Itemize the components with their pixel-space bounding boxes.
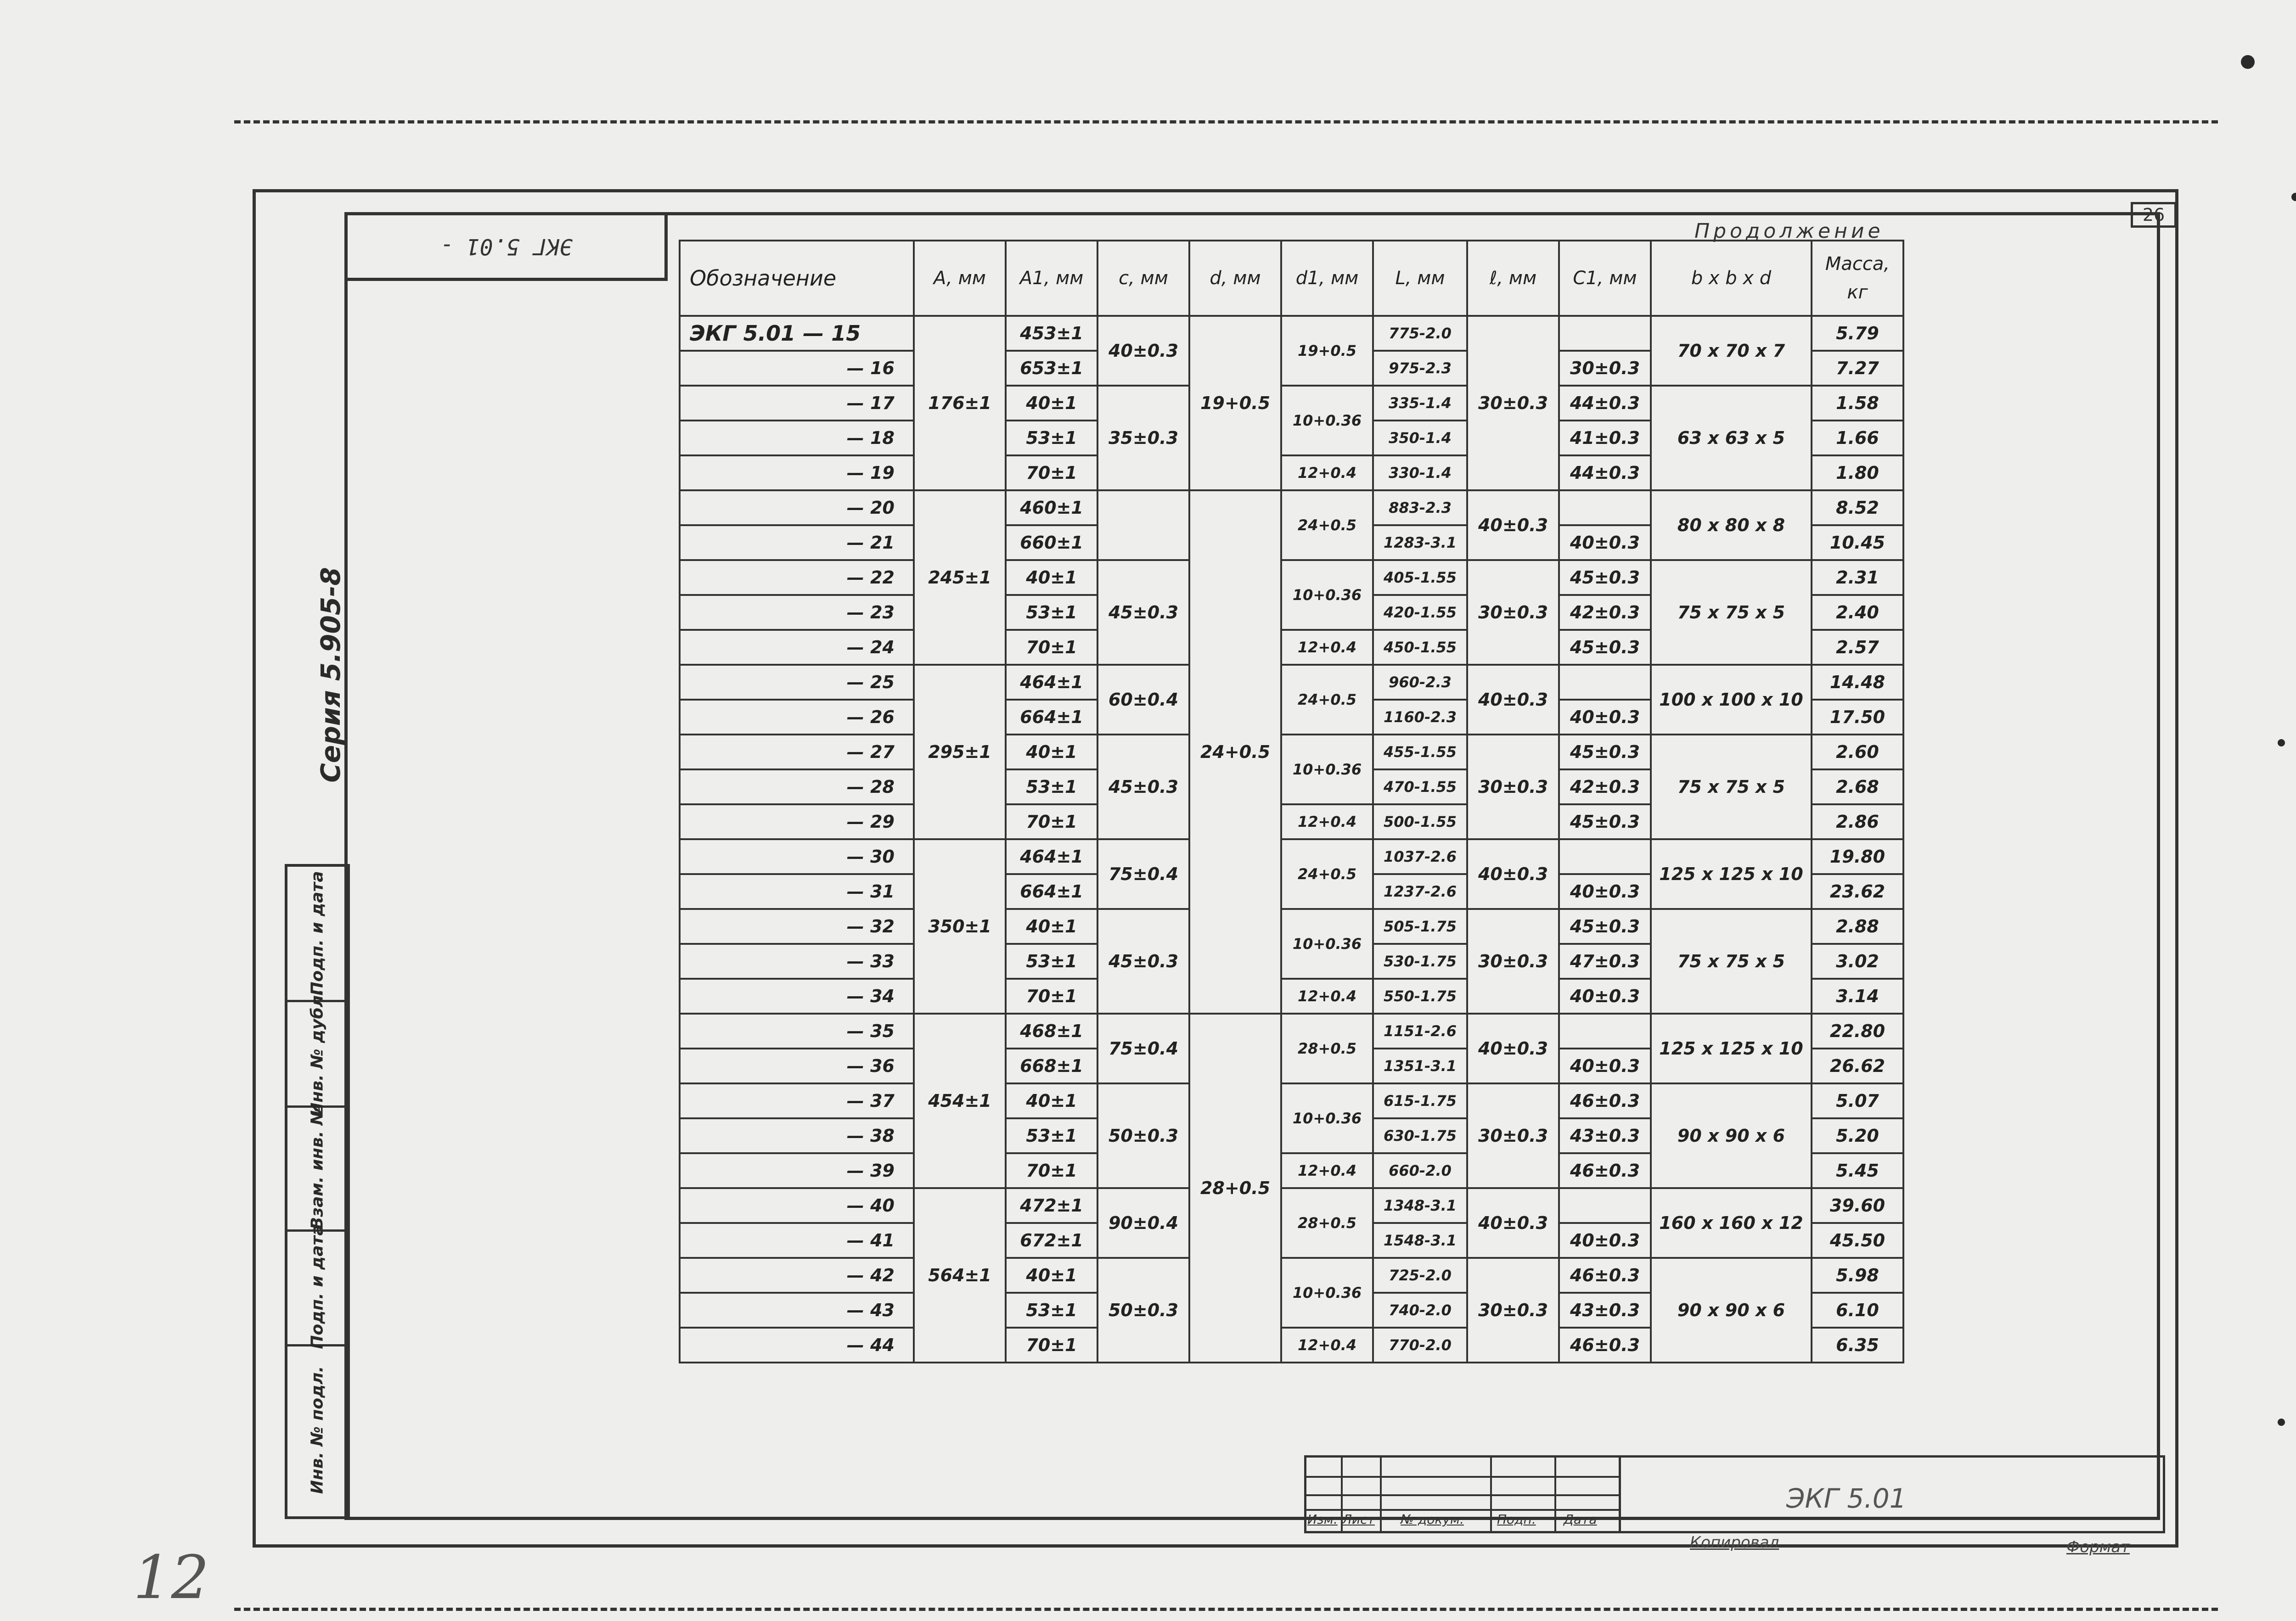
cell-a1: 53±1	[1006, 595, 1097, 630]
cell-mass: 2.57	[1812, 630, 1903, 665]
table-row	[680, 1014, 1903, 1049]
continuation-label: Продолжение	[1694, 219, 1884, 243]
cell-l: 30±0.3	[1467, 560, 1559, 665]
cell-a1: 464±1	[1006, 839, 1097, 874]
cell-mass: 10.45	[1812, 525, 1903, 560]
cell-profile: 125 x 125 x 10	[1651, 1014, 1812, 1083]
cell-c1	[1559, 839, 1651, 874]
table-row	[680, 560, 1903, 595]
cell-length: 630-1.75	[1373, 1118, 1467, 1153]
cell-designation: — 33	[680, 944, 914, 979]
cell-a1: 664±1	[1006, 700, 1097, 735]
cell-length: 1151-2.6	[1373, 1014, 1467, 1049]
side-label-replace-inv: Взам. инв. №	[308, 1105, 327, 1230]
cell-designation: — 19	[680, 455, 914, 490]
cell-c1: 30±0.3	[1559, 351, 1651, 386]
cell-l: 30±0.3	[1467, 1083, 1559, 1188]
cell-a1: 468±1	[1006, 1014, 1097, 1049]
cell-mass: 39.60	[1812, 1188, 1903, 1223]
cell-a1: 672±1	[1006, 1223, 1097, 1258]
cell-d1: 10+0.36	[1281, 386, 1373, 455]
handwritten-number: 12	[133, 1542, 209, 1612]
cell-c1: 41±0.3	[1559, 421, 1651, 455]
cell-l: 40±0.3	[1467, 1188, 1559, 1258]
cell-mass: 17.50	[1812, 700, 1903, 735]
cell-mass: 6.35	[1812, 1328, 1903, 1363]
scan-speck	[2291, 193, 2296, 201]
cell-c1: 45±0.3	[1559, 560, 1651, 595]
cell-l: 40±0.3	[1467, 1014, 1559, 1083]
cell-length: 530-1.75	[1373, 944, 1467, 979]
cell-c1: 45±0.3	[1559, 735, 1651, 769]
header-mass: Масса, кг	[1812, 241, 1903, 316]
cell-c1: 40±0.3	[1559, 700, 1651, 735]
cell-a: 454±1	[914, 1014, 1006, 1188]
cell-a1: 472±1	[1006, 1188, 1097, 1223]
side-label-sign-date-1: Подп. и дата	[308, 871, 327, 996]
cell-d1: 10+0.36	[1281, 1258, 1373, 1328]
cell-a1: 464±1	[1006, 665, 1097, 700]
cell-c: 90±0.4	[1097, 1188, 1189, 1258]
title-block-code: ЭКГ 5.01	[1786, 1483, 1907, 1514]
cell-designation: — 41	[680, 1223, 914, 1258]
cell-d1: 24+0.5	[1281, 839, 1373, 909]
series-label: Серия 5.905-8	[315, 567, 346, 783]
cell-designation: — 20	[680, 490, 914, 525]
cell-d1: 28+0.5	[1281, 1188, 1373, 1258]
cell-c1: 44±0.3	[1559, 386, 1651, 421]
header-l-small: ℓ, мм	[1467, 241, 1559, 316]
cell-designation: — 18	[680, 421, 914, 455]
cell-d: 24+0.5	[1189, 490, 1281, 1014]
cell-d1: 12+0.4	[1281, 1153, 1373, 1188]
page-number: 26	[2131, 202, 2177, 228]
cell-c: 75±0.4	[1097, 1014, 1189, 1083]
cell-c: 45±0.3	[1097, 909, 1189, 1014]
cell-length: 770-2.0	[1373, 1328, 1467, 1363]
cell-profile: 90 x 90 x 6	[1651, 1258, 1812, 1363]
cell-d1: 12+0.4	[1281, 804, 1373, 839]
cell-profile: 160 x 160 x 12	[1651, 1188, 1812, 1258]
cell-a1: 653±1	[1006, 351, 1097, 386]
scan-speck	[2241, 55, 2255, 69]
cell-a1: 40±1	[1006, 560, 1097, 595]
cell-mass: 5.45	[1812, 1153, 1903, 1188]
cell-designation: ЭКГ 5.01 — 15	[680, 316, 914, 351]
cell-designation: — 44	[680, 1328, 914, 1363]
header-a: A, мм	[914, 241, 1006, 316]
top-left-stamp	[344, 212, 668, 281]
cell-designation: — 22	[680, 560, 914, 595]
tb-label-doc-no: № докум.	[1401, 1512, 1464, 1527]
cell-d1: 10+0.36	[1281, 735, 1373, 804]
cell-a: 564±1	[914, 1188, 1006, 1363]
cell-length: 725-2.0	[1373, 1258, 1467, 1293]
cell-designation: — 34	[680, 979, 914, 1014]
cell-c1: 46±0.3	[1559, 1258, 1651, 1293]
cell-c1: 43±0.3	[1559, 1118, 1651, 1153]
cell-mass: 45.50	[1812, 1223, 1903, 1258]
cell-mass: 1.58	[1812, 386, 1903, 421]
cell-d: 28+0.5	[1189, 1014, 1281, 1363]
cell-designation: — 31	[680, 874, 914, 909]
scan-speck	[2278, 1419, 2285, 1426]
table-row	[680, 1188, 1903, 1223]
cell-l: 30±0.3	[1467, 316, 1559, 490]
cell-a1: 660±1	[1006, 525, 1097, 560]
cell-d1: 10+0.36	[1281, 1083, 1373, 1153]
cell-a1: 53±1	[1006, 944, 1097, 979]
cell-a1: 70±1	[1006, 979, 1097, 1014]
tb-label-sign: Подп.	[1497, 1512, 1536, 1527]
cell-profile: 70 x 70 x 7	[1651, 316, 1812, 386]
header-c1: C1, мм	[1559, 241, 1651, 316]
cell-a1: 40±1	[1006, 1083, 1097, 1118]
cell-designation: — 17	[680, 386, 914, 421]
cell-a1: 40±1	[1006, 735, 1097, 769]
cell-c1: 42±0.3	[1559, 769, 1651, 804]
header-l: L, мм	[1373, 241, 1467, 316]
cell-a1: 70±1	[1006, 804, 1097, 839]
header-a1: A1, мм	[1006, 241, 1097, 316]
header-d: d, мм	[1189, 241, 1281, 316]
title-block-grid	[1304, 1455, 1621, 1533]
cell-a1: 53±1	[1006, 769, 1097, 804]
header-c: c, мм	[1097, 241, 1189, 316]
cell-a1: 668±1	[1006, 1049, 1097, 1083]
cell-c1	[1559, 1014, 1651, 1049]
cell-designation: — 21	[680, 525, 914, 560]
cell-a: 350±1	[914, 839, 1006, 1014]
spec-table-body	[680, 316, 1903, 1363]
cell-mass: 23.62	[1812, 874, 1903, 909]
cell-c1: 42±0.3	[1559, 595, 1651, 630]
scan-speck	[2278, 739, 2285, 746]
cell-c1: 46±0.3	[1559, 1153, 1651, 1188]
cell-c1: 46±0.3	[1559, 1328, 1651, 1363]
cell-a1: 70±1	[1006, 1328, 1097, 1363]
spec-table	[679, 240, 1904, 1363]
cell-length: 1160-2.3	[1373, 700, 1467, 735]
cell-a1: 40±1	[1006, 1258, 1097, 1293]
cell-a1: 53±1	[1006, 1293, 1097, 1328]
cell-mass: 22.80	[1812, 1014, 1903, 1049]
cell-a1: 70±1	[1006, 630, 1097, 665]
table-header-row	[680, 241, 1903, 316]
cell-profile: 80 x 80 x 8	[1651, 490, 1812, 560]
cell-mass: 26.62	[1812, 1049, 1903, 1083]
cell-a1: 460±1	[1006, 490, 1097, 525]
cell-profile: 75 x 75 x 5	[1651, 735, 1812, 839]
side-label-inv-orig: Инв. № подл.	[308, 1366, 327, 1494]
cell-a: 245±1	[914, 490, 1006, 665]
cell-length: 420-1.55	[1373, 595, 1467, 630]
cell-designation: — 29	[680, 804, 914, 839]
cell-c: 45±0.3	[1097, 735, 1189, 839]
cell-designation: — 37	[680, 1083, 914, 1118]
cell-d1: 24+0.5	[1281, 665, 1373, 735]
cell-profile: 63 x 63 x 5	[1651, 386, 1812, 490]
tb-label-date: Дата	[1564, 1512, 1597, 1527]
cell-length: 740-2.0	[1373, 1293, 1467, 1328]
cell-a1: 70±1	[1006, 455, 1097, 490]
cell-length: 505-1.75	[1373, 909, 1467, 944]
cell-designation: — 24	[680, 630, 914, 665]
cell-c: 60±0.4	[1097, 665, 1189, 735]
copied-label: Копировал	[1690, 1533, 1779, 1552]
cell-a: 295±1	[914, 665, 1006, 839]
cell-length: 615-1.75	[1373, 1083, 1467, 1118]
cell-designation: — 39	[680, 1153, 914, 1188]
header-d1: d1, мм	[1281, 241, 1373, 316]
table-row	[680, 316, 1903, 351]
cell-mass: 8.52	[1812, 490, 1903, 525]
cell-profile: 75 x 75 x 5	[1651, 560, 1812, 665]
cell-d1: 10+0.36	[1281, 560, 1373, 630]
cell-c1	[1559, 490, 1651, 525]
cell-d1: 12+0.4	[1281, 630, 1373, 665]
cell-length: 350-1.4	[1373, 421, 1467, 455]
cell-designation: — 40	[680, 1188, 914, 1223]
cell-designation: — 43	[680, 1293, 914, 1328]
cell-designation: — 23	[680, 595, 914, 630]
cell-d1: 10+0.36	[1281, 909, 1373, 979]
cell-designation: — 27	[680, 735, 914, 769]
cell-profile: 75 x 75 x 5	[1651, 909, 1812, 1014]
cell-mass: 14.48	[1812, 665, 1903, 700]
cell-designation: — 36	[680, 1049, 914, 1083]
table-row	[680, 665, 1903, 700]
title-block	[1304, 1455, 2163, 1529]
cell-profile: 90 x 90 x 6	[1651, 1083, 1812, 1188]
cell-c1: 45±0.3	[1559, 909, 1651, 944]
cell-designation: — 26	[680, 700, 914, 735]
cell-length: 335-1.4	[1373, 386, 1467, 421]
cell-c1: 45±0.3	[1559, 630, 1651, 665]
cell-mass: 2.31	[1812, 560, 1903, 595]
cell-designation: — 35	[680, 1014, 914, 1049]
cell-mass: 5.79	[1812, 316, 1903, 351]
cell-d1: 12+0.4	[1281, 455, 1373, 490]
cell-d1: 19+0.5	[1281, 316, 1373, 386]
cell-c1: 46±0.3	[1559, 1083, 1651, 1118]
side-label-sign-date-2: Подп. и дата	[308, 1224, 327, 1349]
cell-length: 1283-3.1	[1373, 525, 1467, 560]
cell-mass: 5.20	[1812, 1118, 1903, 1153]
table-row	[680, 490, 1903, 525]
cell-c: 40±0.3	[1097, 316, 1189, 386]
cell-length: 450-1.55	[1373, 630, 1467, 665]
cell-length: 470-1.55	[1373, 769, 1467, 804]
cell-l: 40±0.3	[1467, 839, 1559, 909]
cell-length: 1237-2.6	[1373, 874, 1467, 909]
cell-a: 176±1	[914, 316, 1006, 490]
format-label: Формат	[2066, 1538, 2130, 1556]
cell-d: 19+0.5	[1189, 316, 1281, 490]
cell-mass: 5.07	[1812, 1083, 1903, 1118]
cell-c: 45±0.3	[1097, 560, 1189, 665]
cell-c1: 40±0.3	[1559, 874, 1651, 909]
cell-length: 975-2.3	[1373, 351, 1467, 386]
cell-profile: 125 x 125 x 10	[1651, 839, 1812, 909]
header-profile: b x b x d	[1651, 241, 1812, 316]
cell-mass: 5.98	[1812, 1258, 1903, 1293]
table-row	[680, 1258, 1903, 1293]
cell-length: 1348-3.1	[1373, 1188, 1467, 1223]
cell-length: 960-2.3	[1373, 665, 1467, 700]
cell-profile: 100 x 100 x 10	[1651, 665, 1812, 735]
cell-l: 30±0.3	[1467, 1258, 1559, 1363]
cell-mass: 2.86	[1812, 804, 1903, 839]
header-designation: Обозначение	[680, 241, 914, 316]
cell-a1: 70±1	[1006, 1153, 1097, 1188]
cell-designation: — 30	[680, 839, 914, 874]
cell-d1: 28+0.5	[1281, 1014, 1373, 1083]
cell-mass: 2.60	[1812, 735, 1903, 769]
tb-label-change: Изм.	[1307, 1512, 1338, 1527]
table-row	[680, 735, 1903, 769]
cell-length: 1351-3.1	[1373, 1049, 1467, 1083]
cell-a1: 53±1	[1006, 421, 1097, 455]
cell-c: 50±0.3	[1097, 1258, 1189, 1363]
cell-a1: 40±1	[1006, 909, 1097, 944]
table-row	[680, 909, 1903, 944]
cell-length: 550-1.75	[1373, 979, 1467, 1014]
cell-mass: 1.80	[1812, 455, 1903, 490]
table-row	[680, 839, 1903, 874]
cell-c: 50±0.3	[1097, 1083, 1189, 1188]
cell-c1: 45±0.3	[1559, 804, 1651, 839]
cell-l: 30±0.3	[1467, 909, 1559, 1014]
table-row	[680, 386, 1903, 421]
cell-a1: 40±1	[1006, 386, 1097, 421]
cell-length: 1548-3.1	[1373, 1223, 1467, 1258]
cell-length: 660-2.0	[1373, 1153, 1467, 1188]
cell-mass: 1.66	[1812, 421, 1903, 455]
inverted-code-text: ЭКГ 5.01 -	[439, 234, 573, 259]
cell-c1: 40±0.3	[1559, 1049, 1651, 1083]
cell-mass: 2.40	[1812, 595, 1903, 630]
cell-length: 330-1.4	[1373, 455, 1467, 490]
cell-mass: 19.80	[1812, 839, 1903, 874]
cell-mass: 2.68	[1812, 769, 1903, 804]
cell-designation: — 25	[680, 665, 914, 700]
table-row	[680, 1083, 1903, 1118]
cell-c1: 40±0.3	[1559, 525, 1651, 560]
cell-designation: — 42	[680, 1258, 914, 1293]
cell-c	[1097, 490, 1189, 560]
cell-length: 500-1.55	[1373, 804, 1467, 839]
top-dashed-line	[234, 120, 2218, 123]
bottom-dashed-line	[234, 1608, 2218, 1611]
cell-a1: 53±1	[1006, 1118, 1097, 1153]
cell-length: 883-2.3	[1373, 490, 1467, 525]
cell-mass: 7.27	[1812, 351, 1903, 386]
cell-designation: — 28	[680, 769, 914, 804]
cell-c1	[1559, 316, 1651, 351]
cell-l: 40±0.3	[1467, 665, 1559, 735]
cell-d1: 24+0.5	[1281, 490, 1373, 560]
cell-length: 1037-2.6	[1373, 839, 1467, 874]
cell-c1: 44±0.3	[1559, 455, 1651, 490]
cell-length: 455-1.55	[1373, 735, 1467, 769]
cell-c1: 40±0.3	[1559, 1223, 1651, 1258]
cell-c1	[1559, 665, 1651, 700]
cell-mass: 6.10	[1812, 1293, 1903, 1328]
cell-c1: 40±0.3	[1559, 979, 1651, 1014]
cell-designation: — 16	[680, 351, 914, 386]
cell-c: 35±0.3	[1097, 386, 1189, 490]
cell-length: 775-2.0	[1373, 316, 1467, 351]
cell-designation: — 38	[680, 1118, 914, 1153]
cell-a1: 664±1	[1006, 874, 1097, 909]
cell-designation: — 32	[680, 909, 914, 944]
cell-l: 40±0.3	[1467, 490, 1559, 560]
cell-c1: 43±0.3	[1559, 1293, 1651, 1328]
cell-mass: 2.88	[1812, 909, 1903, 944]
cell-c: 75±0.4	[1097, 839, 1189, 909]
cell-mass: 3.02	[1812, 944, 1903, 979]
side-label-inv-dup: Инв. № дубл.	[308, 989, 327, 1116]
side-stamp-box	[285, 864, 350, 1519]
cell-length: 405-1.55	[1373, 560, 1467, 595]
cell-c1: 47±0.3	[1559, 944, 1651, 979]
cell-d1: 12+0.4	[1281, 979, 1373, 1014]
cell-d1: 12+0.4	[1281, 1328, 1373, 1363]
cell-a1: 453±1	[1006, 316, 1097, 351]
cell-c1	[1559, 1188, 1651, 1223]
cell-mass: 3.14	[1812, 979, 1903, 1014]
tb-label-sheet: Лист	[1342, 1512, 1375, 1527]
cell-l: 30±0.3	[1467, 735, 1559, 839]
